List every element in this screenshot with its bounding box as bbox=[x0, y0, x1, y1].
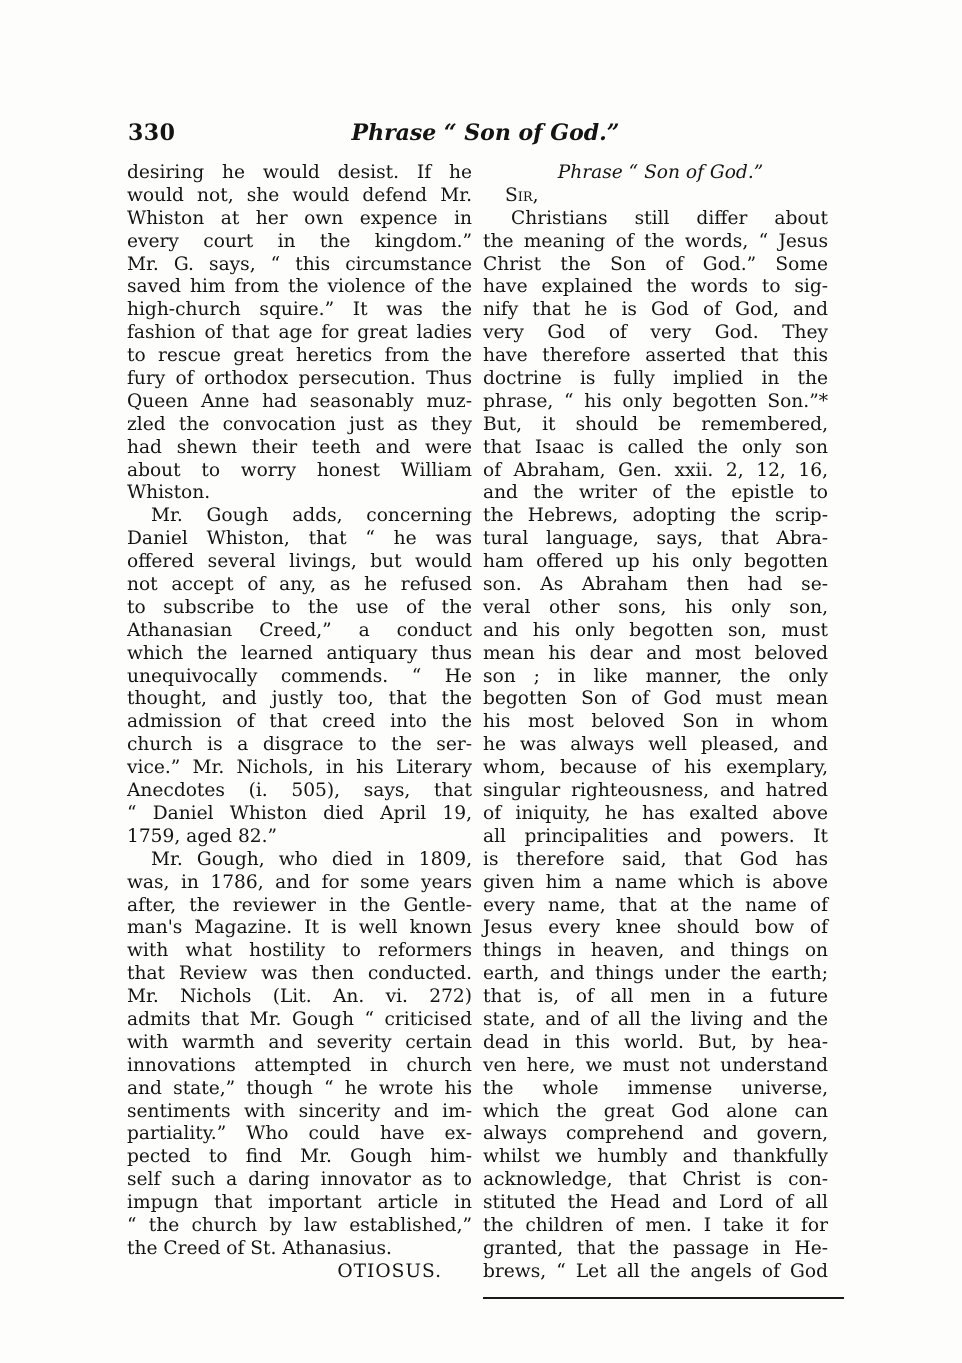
text-line: impugn that important article in bbox=[127, 1192, 472, 1214]
text-line: which the great God alone can bbox=[483, 1100, 828, 1122]
text-line: Anecdotes (i. 505), says, that bbox=[127, 780, 472, 802]
text-line: acknowledge, that Christ is con- bbox=[483, 1169, 828, 1191]
text-line: the meaning of the words, “ Jesus bbox=[483, 230, 828, 252]
text-line: of Abraham, Gen. xxii. 2, 12, 16, bbox=[483, 459, 828, 481]
left-column bbox=[127, 162, 472, 1284]
text-line: son ; in like manner, the only bbox=[483, 665, 828, 687]
salutation: Sir, bbox=[505, 184, 539, 206]
text-line: given him a name which is above bbox=[483, 871, 828, 893]
text-line: the whole immense universe, bbox=[483, 1077, 828, 1099]
running-head: Phrase “ Son of God.” bbox=[351, 120, 620, 146]
text-line: dead in this world. But, by hea- bbox=[483, 1031, 828, 1053]
text-line: and the writer of the epistle to bbox=[483, 482, 828, 504]
text-line: is therefore said, that God has bbox=[483, 848, 828, 870]
text-line: thought, and justly too, that the bbox=[127, 688, 472, 710]
text-line: earth, and things under the earth; bbox=[483, 963, 828, 985]
text-line: pected to find Mr. Gough him- bbox=[127, 1146, 472, 1168]
text-line: not accept of any, as he refused bbox=[127, 574, 472, 596]
column-end-rule bbox=[483, 1297, 844, 1299]
text-line: singular righteousness, and hatred bbox=[483, 780, 828, 802]
text-line: of iniquity, he has exalted above bbox=[483, 802, 828, 824]
text-line: Jesus every knee should bow of bbox=[483, 917, 828, 939]
text-line: phrase, “ his only begotten Son.”* bbox=[483, 390, 828, 412]
text-line: partiality.” Who could have ex- bbox=[127, 1123, 472, 1145]
text-line: man's Magazine. It is well known bbox=[127, 917, 472, 939]
text-line: the children of men. I take it for bbox=[483, 1214, 828, 1236]
text-line: the Creed of St. Athanasius. bbox=[127, 1237, 392, 1259]
text-line: after, the reviewer in the Gentle- bbox=[127, 894, 472, 916]
text-line: vice.” Mr. Nichols, in his Literary bbox=[127, 757, 472, 779]
text-line: Mr. Gough adds, concerning bbox=[151, 505, 472, 527]
text-line: sentiments with sincerity and im- bbox=[127, 1100, 472, 1122]
text-line: very God of very God. They bbox=[483, 322, 828, 344]
text-line: he was always well pleased, and bbox=[483, 734, 828, 756]
text-line: Mr. G. says, “ this circumstance bbox=[127, 253, 472, 275]
text-line: Christians still differ about bbox=[511, 207, 828, 229]
text-line: son. As Abraham then had se- bbox=[483, 574, 828, 596]
text-line: doctrine is fully implied in the bbox=[483, 368, 828, 390]
page-number: 330 bbox=[128, 120, 176, 146]
page-header bbox=[128, 120, 843, 152]
article-title: Phrase “ Son of God.” bbox=[557, 162, 764, 183]
text-line: Whiston at her own expence in bbox=[127, 207, 472, 229]
text-line: state, and of all the living and the bbox=[483, 1008, 828, 1030]
text-line: fashion of that age for great ladies bbox=[127, 322, 472, 344]
right-column bbox=[483, 162, 828, 1284]
text-line: saved him from the violence of the bbox=[127, 276, 472, 298]
text-line: self such a daring innovator as to bbox=[127, 1169, 472, 1191]
text-line: whom, because of his exemplary, bbox=[483, 757, 828, 779]
text-line: high-church squire.” It was the bbox=[127, 299, 472, 321]
text-line: Whiston. bbox=[127, 482, 211, 504]
text-line: Christ the Son of God.” Some bbox=[483, 253, 828, 275]
text-line: Athanasian Creed,” a conduct bbox=[127, 619, 472, 641]
text-line: every name, that at the name of bbox=[483, 894, 828, 916]
text-line: all principalities and powers. It bbox=[483, 825, 828, 847]
text-line: admission of that creed into the bbox=[127, 711, 472, 733]
text-line: every court in the kingdom.” bbox=[127, 230, 472, 252]
text-line: fury of orthodox persecution. Thus bbox=[127, 368, 472, 390]
text-line: 1759, aged 82.” bbox=[127, 825, 278, 847]
text-line: his most beloved Son in whom bbox=[483, 711, 828, 733]
text-line: ham offered up his only begotten bbox=[483, 551, 828, 573]
text-line: with warmth and severity certain bbox=[127, 1031, 472, 1053]
text-line: granted, that the passage in He- bbox=[483, 1237, 828, 1259]
text-line: always comprehend and govern, bbox=[483, 1123, 828, 1145]
text-line: But, it should be remembered, bbox=[483, 413, 828, 435]
text-line: was, in 1786, and for some years bbox=[127, 871, 472, 893]
text-line: things in heaven, and things on bbox=[483, 940, 828, 962]
text-line: ven here, we must not understand bbox=[483, 1054, 828, 1076]
text-line: desiring he would desist. If he bbox=[127, 162, 472, 183]
text-line: church is a disgrace to the ser- bbox=[127, 734, 472, 756]
text-line: Mr. Gough, who died in 1809, bbox=[151, 848, 472, 870]
text-line: Daniel Whiston, that “ he was bbox=[127, 528, 472, 550]
text-line: mean his dear and most beloved bbox=[483, 642, 828, 664]
text-line: and state,” though “ he wrote his bbox=[127, 1077, 472, 1099]
text-line: nify that he is God of God, and bbox=[483, 299, 828, 321]
text-line: veral other sons, his only son, bbox=[483, 596, 828, 618]
text-line: which the learned antiquary thus bbox=[127, 642, 472, 664]
text-line: Queen Anne had seasonably muz- bbox=[127, 390, 472, 412]
text-line: unequivocally commends. “ He bbox=[127, 665, 472, 687]
text-line: begotten Son of God must mean bbox=[483, 688, 828, 710]
text-line: to subscribe to the use of the bbox=[127, 596, 472, 618]
text-line: tural language, says, that Abra- bbox=[483, 528, 828, 550]
text-line: the Hebrews, adopting the scrip- bbox=[483, 505, 828, 527]
text-line: with what hostility to reformers bbox=[127, 940, 472, 962]
signature: OTIOSUS. bbox=[337, 1260, 442, 1282]
text-line: have explained the words to sig- bbox=[483, 276, 828, 298]
text-line: admits that Mr. Gough “ criticised bbox=[127, 1008, 472, 1030]
text-line: that Isaac is called the only son bbox=[483, 436, 828, 458]
text-line: to rescue great heretics from the bbox=[127, 345, 472, 367]
text-line: would not, she would defend Mr. bbox=[127, 184, 472, 206]
text-line: about to worry honest William bbox=[127, 459, 472, 481]
text-line: innovations attempted in church bbox=[127, 1054, 472, 1076]
text-line: and his only begotten son, must bbox=[483, 619, 828, 641]
text-line: offered several livings, but would bbox=[127, 551, 472, 573]
text-line: brews, “ Let all the angels of God bbox=[483, 1260, 828, 1282]
text-line: that Review was then conducted. bbox=[127, 963, 472, 985]
text-line: have therefore asserted that this bbox=[483, 345, 828, 367]
text-line: that is, of all men in a future bbox=[483, 986, 828, 1008]
text-line: zled the convocation just as they bbox=[127, 413, 472, 435]
text-line: stituted the Head and Lord of all bbox=[483, 1192, 828, 1214]
text-line: had shewn their teeth and were bbox=[127, 436, 472, 458]
text-line: “ Daniel Whiston died April 19, bbox=[127, 802, 472, 824]
text-line: Mr. Nichols (Lit. An. vi. 272) bbox=[127, 986, 472, 1008]
text-line: whilst we humbly and thankfully bbox=[483, 1146, 828, 1168]
text-line: “ the church by law established,” bbox=[127, 1214, 472, 1236]
